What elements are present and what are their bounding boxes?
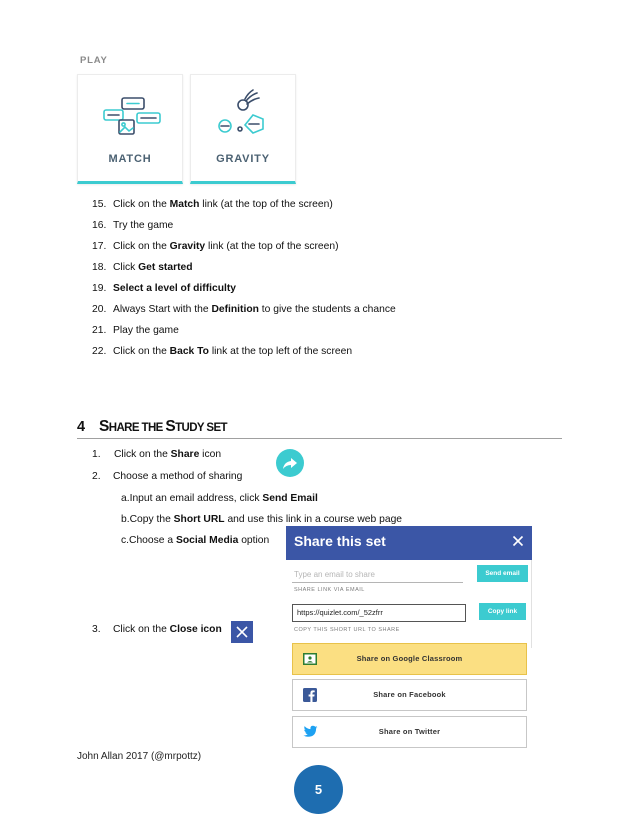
dialog-title: Share this set bbox=[294, 533, 386, 549]
share-step-3: 3. Click on the Close icon bbox=[92, 624, 222, 635]
share-dialog bbox=[286, 526, 532, 648]
share-twitter-button[interactable] bbox=[292, 716, 527, 748]
share-icon[interactable] bbox=[276, 449, 304, 477]
step-16: 16. Try the game bbox=[92, 220, 174, 231]
gravity-label: GRAVITY bbox=[216, 153, 270, 165]
play-label: PLAY bbox=[80, 55, 108, 66]
copy-link-button[interactable]: Copy link bbox=[479, 603, 526, 620]
share-option-c: c.Choose a Social Media option bbox=[121, 535, 270, 546]
email-input[interactable]: Type an email to share bbox=[294, 570, 375, 579]
email-input-underline bbox=[292, 582, 463, 583]
url-caption: COPY THIS SHORT URL TO SHARE bbox=[294, 627, 400, 633]
share-facebook-button[interactable] bbox=[292, 679, 527, 711]
email-caption: SHARE LINK VIA EMAIL bbox=[294, 587, 365, 593]
play-steps-list bbox=[92, 198, 396, 366]
google-classroom-label: Share on Google Classroom bbox=[356, 654, 463, 663]
dialog-close-icon[interactable] bbox=[512, 535, 524, 547]
step-22: 22. Click on the Back To link at the top left of the screen bbox=[92, 346, 353, 357]
send-email-button[interactable]: Send email bbox=[477, 565, 528, 582]
match-icon bbox=[78, 75, 184, 145]
share-step-2: 2. Choose a method of sharing bbox=[92, 471, 243, 482]
gravity-card[interactable] bbox=[190, 74, 296, 184]
page-number-badge: 5 bbox=[294, 765, 343, 814]
match-label: MATCH bbox=[108, 153, 152, 165]
share-option-a: a.Input an email address, click Send Email bbox=[121, 493, 318, 504]
step-20: 20. Always Start with the Definition to give the students a chance bbox=[92, 304, 396, 315]
step-15: 15. Click on the Match link (at the top of the screen) bbox=[92, 199, 333, 210]
share-option-b: b.Copy the Short URL and use this link in a course web page bbox=[121, 514, 403, 525]
footer-author: John Allan 2017 (@mrpottz) bbox=[77, 751, 202, 762]
step-21: 21. Play the game bbox=[92, 325, 179, 336]
step-19: 19. Select a level of difficulty bbox=[92, 283, 237, 294]
share-step-1: 1. Click on the Share icon bbox=[92, 449, 222, 460]
gravity-icon bbox=[191, 75, 297, 145]
facebook-label: Share on Facebook bbox=[373, 690, 446, 699]
step-18: 18. Click Get started bbox=[92, 262, 193, 273]
share-google-classroom-button[interactable] bbox=[292, 643, 527, 675]
short-url-field[interactable]: https://quizlet.com/_52zfrr bbox=[292, 604, 466, 622]
dialog-header bbox=[286, 526, 532, 560]
section-divider bbox=[77, 438, 562, 439]
close-icon[interactable] bbox=[231, 621, 253, 643]
step-17: 17. Click on the Gravity link (at the top of the screen) bbox=[92, 241, 339, 252]
twitter-label: Share on Twitter bbox=[378, 727, 441, 736]
section-heading: 4 SHARE THE STUDY SET bbox=[77, 418, 227, 435]
match-card[interactable] bbox=[77, 74, 183, 184]
